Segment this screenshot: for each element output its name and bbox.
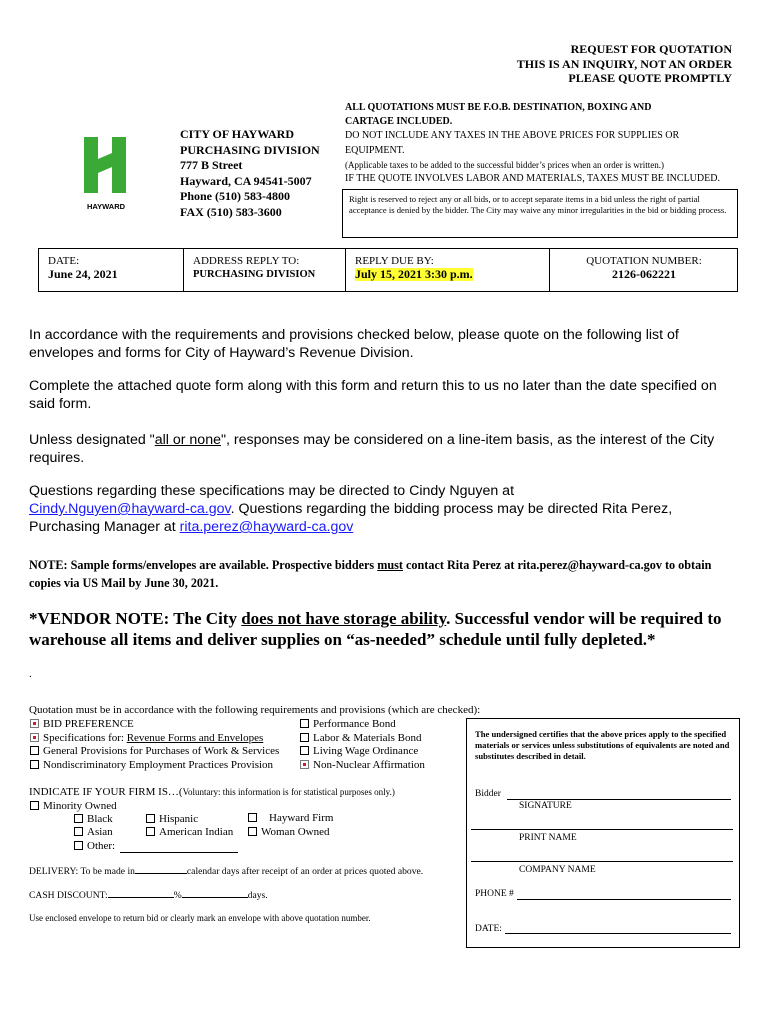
document-header [332,42,732,86]
print-name-line[interactable] [471,829,733,830]
paragraph-4 [29,482,744,536]
certification-box [466,718,740,948]
fob-line2: CARTAGE INCLUDED. [345,116,453,128]
provision-bid-preference[interactable]: BID PREFERENCE [30,718,279,732]
provision-living-wage[interactable]: Living Wage Ordinance [300,745,425,759]
company-name-line[interactable] [471,861,733,862]
fob-line4: EQUIPMENT. [345,144,405,156]
checkbox-icon[interactable] [74,841,83,850]
firm-woman-owned[interactable]: Woman Owned [248,826,329,840]
firm-black[interactable]: Black [74,813,113,827]
vendor-start: *VENDOR NOTE: The City [29,609,242,628]
checkbox-icon[interactable] [248,827,257,836]
date-value: June 24, 2021 [48,267,118,281]
provision-non-nuclear[interactable]: Non-Nuclear Affirmation [300,759,425,773]
checkbox-checked-icon[interactable] [30,733,39,742]
p4-start: Questions regarding these specifications may be directed to Cindy Nguyen at [29,483,515,499]
rights-reserved-box [342,189,738,238]
provision-nondiscriminatory[interactable]: Nondiscriminatory Employment Practices Provision [30,759,279,773]
fob-line1: ALL QUOTATIONS MUST BE F.O.B. DESTINATION, BOXING AND [345,102,652,113]
vendor-note [29,608,749,650]
checkbox-icon[interactable] [146,827,155,836]
org-phone: Phone (510) 583-4800 [180,189,290,203]
provisions-intro: Quotation must be in accordance with the following requirements and provisions (which are checked): [29,704,481,716]
info-row [38,248,738,292]
checkbox-icon[interactable] [300,733,309,742]
checkbox-icon[interactable] [300,746,309,755]
org-fax: FAX (510) 583-3600 [180,204,282,219]
quote-value: 2126-062221 [612,267,676,281]
fob-line6: IF THE QUOTE INVOLVES LABOR AND MATERIALS, TAXES MUST BE INCLUDED. [345,173,720,185]
checkbox-icon[interactable] [146,814,155,823]
provisions-left [30,718,279,772]
quote-cell [549,249,737,291]
checkbox-icon[interactable] [74,827,83,836]
org-city: Hayward, CA 94541-5007 [180,173,312,188]
checkbox-icon[interactable] [30,760,39,769]
org-division: PURCHASING DIVISION [180,142,320,157]
date-sign-label: DATE: [475,924,502,934]
discount-days-field[interactable] [182,888,248,898]
due-value: July 15, 2021 3:30 p.m. [355,267,473,281]
paragraph-2: Complete the attached quote form along with this form and return this to us no later than the date specified on said form. [29,378,717,412]
checkbox-checked-icon[interactable] [300,760,309,769]
checkbox-icon[interactable] [248,813,257,822]
firm-other[interactable]: Other: [74,840,115,854]
address-cell [183,249,345,291]
checkbox-icon[interactable] [300,719,309,728]
org-address [180,127,320,220]
delivery-days-field[interactable] [135,864,187,874]
due-label: REPLY DUE BY: [355,255,434,267]
hayward-h-icon [78,137,134,199]
cash-discount: CASH DISCOUNT: % days. [29,890,268,901]
dot-marker: . [29,668,32,680]
company-name-label: COMPANY NAME [519,865,596,875]
bidder-label: Bidder [475,789,501,799]
discount-percent-field[interactable] [108,888,174,898]
date-label: DATE: [48,255,80,267]
firm-title: INDICATE IF YOUR FIRM IS…(Voluntary: this information is for statistical purposes only.) [29,786,395,798]
note-must: must [377,558,403,572]
paragraph-1: In accordance with the requirements and provisions checked below, please quote on the following list of envelopes and forms for City of Hayward’s Revenue Division. [29,327,679,361]
print-name-label: PRINT NAME [519,833,577,843]
provisions-right [300,718,425,772]
delivery-text: DELIVERY: To be made in calendar days after receipt of an order at prices quoted above. [29,866,424,877]
firm-hayward[interactable]: Hayward Firm [248,812,333,826]
org-name: CITY OF HAYWARD [180,127,295,141]
p3-start: Unless designated " [29,432,155,448]
firm-american-indian[interactable]: American Indian [146,826,233,840]
note-end: contact Rita Perez at rita.perez@hayward-ca.gov to obtain copies via US Mail by June 30, 2021. [29,558,712,590]
phone-label: PHONE # [475,889,514,899]
p3-end: ", responses may be considered on a line-item basis, as the interest of the City requires. [29,432,715,466]
quote-label: QUOTATION NUMBER: [586,255,702,267]
fob-line5: (Applicable taxes to be added to the successful bidder’s prices when an order is written.) [345,159,664,170]
rights-text: Right is reserved to reject any or all bids, or to accept separate items in a bid unless the right of partial acceptance is denied by the bidder. The City may waive any minor irregularities in the bid or bidding process. [349,194,727,216]
envelope-note: Use enclosed envelope to return bid or clearly mark an envelope with above quotation number. [29,913,371,923]
cindy-email-link[interactable]: Cindy.Nguyen@hayward-ca.gov [29,501,231,517]
provision-general[interactable]: General Provisions for Purchases of Work & Services [30,745,279,759]
checkbox-checked-icon[interactable] [30,719,39,728]
paragraph-3 [29,431,744,467]
p4-middle: . Questions regarding the bidding process may be directed Rita Perez, Purchasing Manager at [29,501,673,535]
hayward-logo [78,137,134,211]
header-quote: PLEASE QUOTE PROMPTLY [568,71,732,85]
signature-label: SIGNATURE [519,801,572,811]
address-value: PURCHASING DIVISION [193,269,316,280]
vendor-end: . Successful vendor will be required to warehouse all items and deliver supplies on “as-needed” schedule until fully depleted.* [29,609,722,649]
date-line[interactable] [505,933,731,934]
p3-all-or-none: all or none [154,432,221,448]
address-label: ADDRESS REPLY TO: [193,255,300,267]
firm-hispanic[interactable]: Hispanic [146,813,198,827]
org-street: 777 B Street [180,158,243,172]
vendor-storage: does not have storage ability [241,609,447,628]
checkbox-icon[interactable] [74,814,83,823]
firm-asian[interactable]: Asian [74,826,113,840]
rita-email-link[interactable]: rita.perez@hayward-ca.gov [179,519,354,535]
note-start: NOTE: Sample forms/envelopes are available. Prospective bidders [29,558,378,572]
logo-text: HAYWARD [86,202,126,211]
fob-line3: DO NOT INCLUDE ANY TAXES IN THE ABOVE PRICES FOR SUPPLIES OR [345,130,680,142]
provision-specifications[interactable]: Specifications for: Revenue Forms and Envelopes [30,732,279,746]
phone-line[interactable] [517,899,731,900]
provision-performance-bond[interactable]: Performance Bond [300,718,425,732]
sample-note [29,556,745,592]
fob-terms [345,101,735,186]
checkbox-icon[interactable] [30,801,39,810]
firm-minority[interactable]: Minority Owned [30,800,117,814]
header-title: REQUEST FOR QUOTATION [570,42,732,56]
checkbox-icon[interactable] [30,746,39,755]
cert-text: The undersigned certifies that the above prices apply to the specified materials or services unless substitutions of equivalents are noted and substitutes described in detail. [475,729,730,762]
header-inquiry: THIS IS AN INQUIRY, NOT AN ORDER [516,56,732,71]
provision-labor-bond[interactable]: Labor & Materials Bond [300,732,425,746]
due-cell [345,249,549,291]
bidder-line[interactable] [507,799,731,800]
date-cell [39,249,183,291]
other-input-line[interactable] [120,852,238,853]
